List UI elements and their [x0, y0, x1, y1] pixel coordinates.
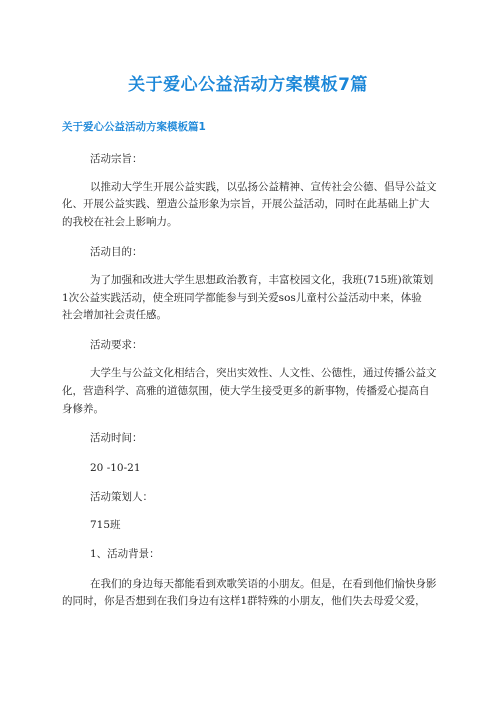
paragraph-line: 为了加强和改进大学生思想政治教育，丰富校园文化，我班(715班)欲策划 [90, 274, 434, 286]
planner-label: 活动策划人： [90, 491, 153, 503]
time-value: 20 -10-21 [90, 462, 141, 474]
paragraph-line: 的同时，你是否想到在我们身边有这样1群特殊的小朋友，他们失去母爱父爱， [62, 595, 426, 607]
document-title: 关于爱心公益活动方案模板7篇 [128, 75, 368, 95]
background-label: 1、活动背景： [90, 548, 160, 560]
paragraph-line: 大学生与公益文化相结合，突出实效性、人文性、公德性，通过传播公益文 [90, 367, 437, 379]
paragraph-line: 在我们的身边每天都能看到欢歌笑语的小朋友。但是，在看到他们愉快身影 [90, 578, 437, 590]
paragraph-line: 化，营造科学、高雅的道德氛围，使大学生接受更多的新事物，传播爱心提高自 [62, 385, 430, 397]
requirement-label: 活动要求： [90, 339, 143, 351]
paragraph-line: 1次公益实践活动，使全班同学都能参与到关爱sos儿童村公益活动中来，体验 [62, 292, 422, 304]
paragraph-line: 身修养。 [62, 403, 104, 415]
planner-value: 715班 [90, 519, 121, 531]
section-title: 关于爱心公益活动方案模板篇1 [62, 121, 206, 133]
time-label: 活动时间： [90, 432, 143, 444]
paragraph-line: 社会增加社会责任感。 [62, 309, 167, 321]
goal-label: 活动目的： [90, 246, 143, 258]
paragraph-line: 以推动大学生开展公益实践，以弘扬公益精神、宣传社会公德、倡导公益文 [90, 181, 437, 193]
paragraph-line: 化、开展公益实践、塑造公益形象为宗旨，开展公益活动，同时在此基础上扩大 [62, 198, 430, 210]
paragraph-line: 的我校在社会上影响力。 [62, 216, 178, 228]
purpose-label: 活动宗旨： [90, 153, 143, 165]
